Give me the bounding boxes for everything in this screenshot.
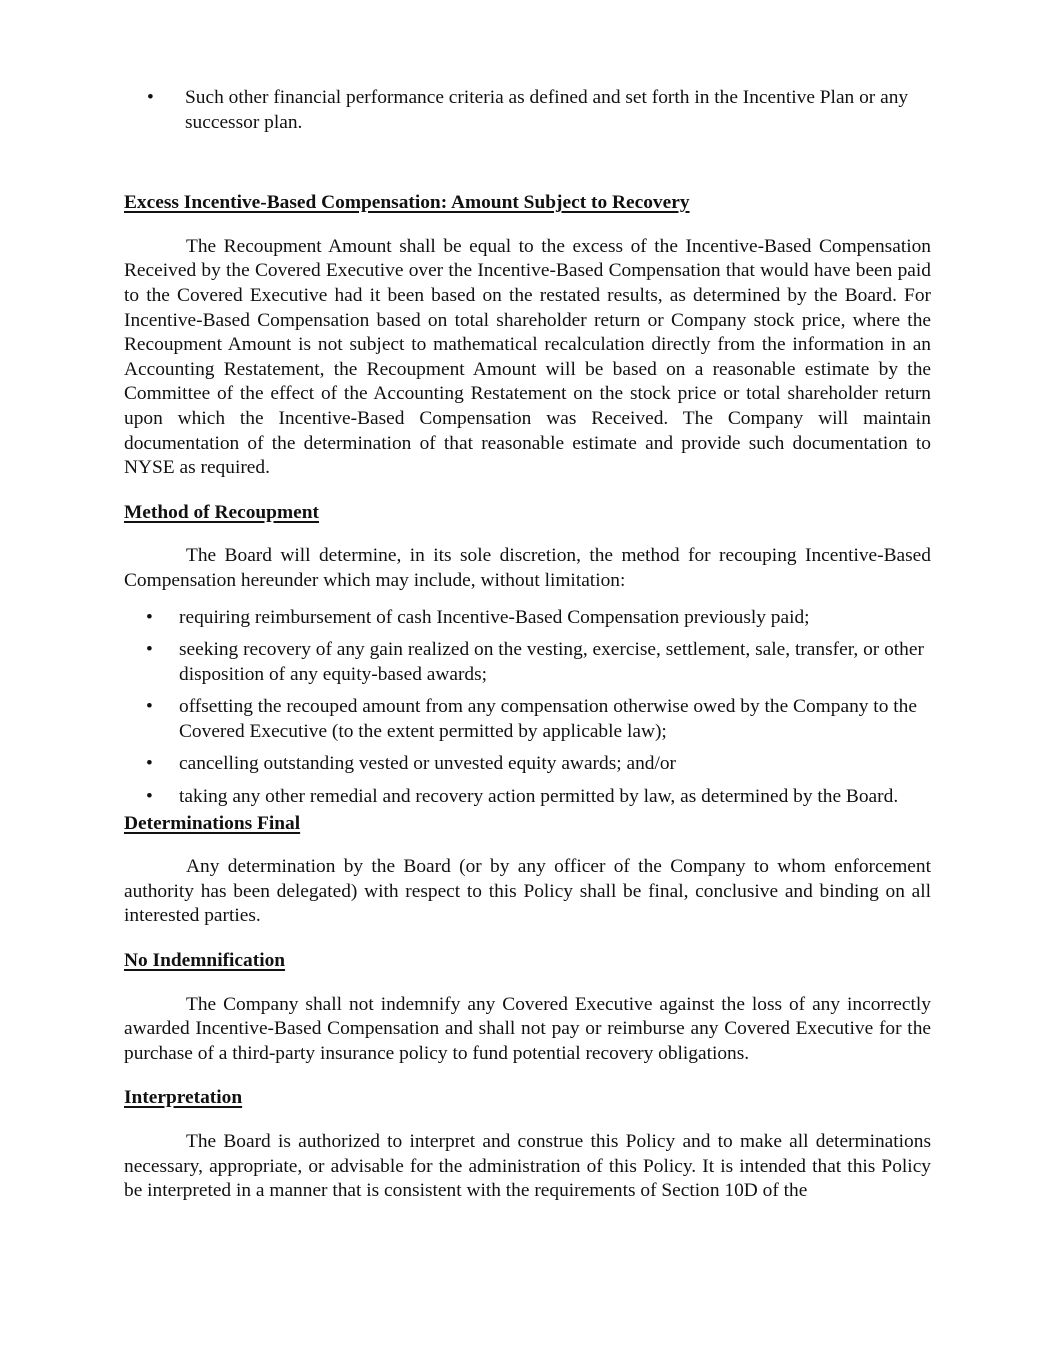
section-heading-interpretation: Interpretation: [124, 1087, 243, 1109]
bullet-icon: •: [146, 696, 153, 718]
bullet-icon: •: [147, 87, 154, 108]
bullet-icon: •: [146, 786, 153, 808]
section-paragraph-method-of-recoupment: The Board will determine, in its sole discretion, the method for recouping Incentive-Based Compensation hereunder which may include, without limitation:: [124, 545, 931, 591]
list-item-text: taking any other remedial and recovery action permitted by law, as determined by the Board.: [179, 786, 899, 808]
section-heading-excess-compensation: Excess Incentive-Based Compensation: Amount Subject to Recovery: [124, 192, 690, 214]
list-item-text: requiring reimbursement of cash Incentive-Based Compensation previously paid;: [179, 606, 810, 628]
recoupment-methods-list: [124, 606, 931, 810]
section-paragraph-no-indemnification: The Company shall not indemnify any Covered Executive against the loss of any incorrectly awarded Incentive-Based Compensation and shall not pay or reimburse any Covered Executive for the purchase of a third-party insurance policy to fund potential recovery obligations.: [124, 993, 931, 1064]
list-item: [124, 638, 931, 687]
bullet-icon: •: [146, 753, 153, 775]
section-paragraph-interpretation: The Board is authorized to interpret and construe this Policy and to make all determinations necessary, appropriate, or advisable for the administration of this Policy. It is intended that this Policy be interpreted in a manner that is consistent with the requirements of Section 10D of the: [124, 1131, 931, 1202]
section-paragraph-excess-compensation: The Recoupment Amount shall be equal to the excess of the Incentive-Based Compensation Received by the Covered Executive over the Incentive-Based Compensation that would have been paid to the Covered Executive had it been based on the restated results, as determined by the Board. For Incentive-Based Compensation based on total shareholder return or Company stock price, where the Recoupment Amount is not subject to mathematical recalculation directly from the information in an Accounting Restatement, the Recoupment Amount will be based on a reasonable estimate by the Committee of the effect of the Accounting Restatement on the stock price or total shareholder return upon which the Incentive-Based Compensation was Received. The Company will maintain documentation of the determination of that reasonable estimate and provide such documentation to NYSE as required.: [124, 235, 931, 479]
list-item: [124, 785, 931, 810]
list-item-text: cancelling outstanding vested or unvested equity awards; and/or: [179, 753, 677, 775]
list-item: [124, 695, 931, 744]
criteria-list-item: [124, 86, 931, 135]
section-heading-no-indemnification: No Indemnification: [124, 950, 286, 972]
section-heading-determinations-final: Determinations Final: [124, 812, 301, 834]
list-item: [124, 606, 931, 631]
section-heading-method-of-recoupment: Method of Recoupment: [124, 501, 319, 523]
list-item-text: seeking recovery of any gain realized on the vesting, exercise, settlement, sale, transfer, or other disposition of any equity-based awards;: [179, 639, 924, 685]
list-item-text: offsetting the recouped amount from any compensation otherwise owed by the Company to the Covered Executive (to the extent permitted by applicable law);: [179, 696, 917, 742]
list-item: [124, 752, 931, 777]
bullet-icon: •: [146, 639, 153, 661]
document-page: [124, 86, 931, 1204]
list-item-text: Such other financial performance criteria as defined and set forth in the Incentive Plan or any successor plan.: [185, 87, 909, 133]
section-paragraph-determinations-final: Any determination by the Board (or by any officer of the Company to whom enforcement authority has been delegated) with respect to this Policy shall be final, conclusive and binding on all interested parties.: [124, 856, 931, 927]
bullet-icon: •: [146, 606, 153, 628]
